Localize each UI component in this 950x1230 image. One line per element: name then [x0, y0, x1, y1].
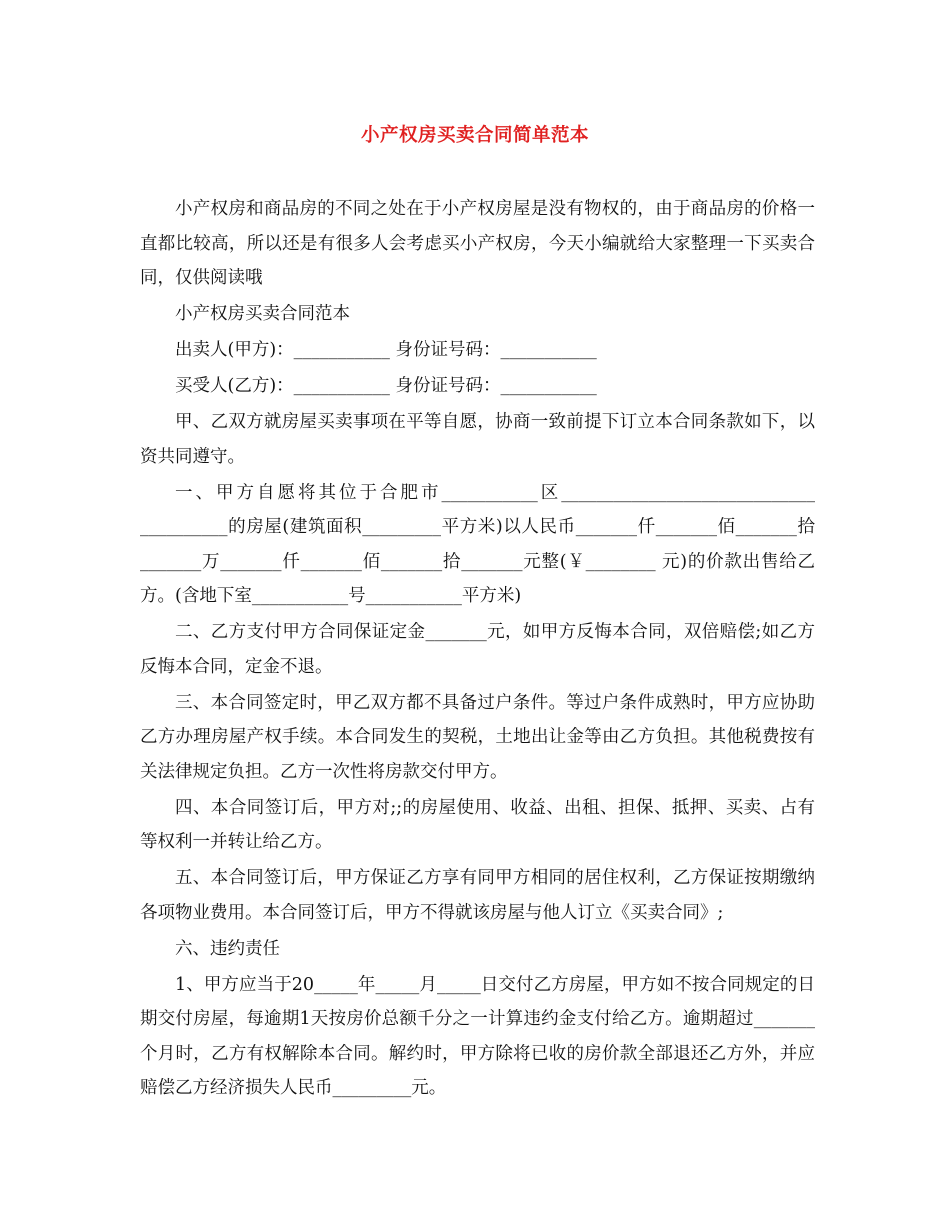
clause-1: 一、甲方自愿将其位于合肥市___________区_____________________________ __________的房屋(建筑面积_________平方米)以人民币_______仟_______佰_______拾_______万_______仟_______佰_______拾_______元整(￥________ 元)的价款出售给乙方。(含地下室___________号___________平方米)	[140, 482, 815, 606]
seller-line: 出卖人(甲方)：___________ 身份证号码：___________	[175, 340, 597, 360]
contract-heading: 小产权房买卖合同范本	[175, 304, 350, 324]
preamble-paragraph: 甲、乙双方就房屋买卖事项在平等自愿，协商一致前提下订立本合同条款如下，以资共同遵守。	[140, 412, 815, 467]
document-body	[140, 192, 815, 1106]
intro-paragraph: 小产权房和商品房的不同之处在于小产权房屋是没有物权的，由于商品房的价格一直都比较高，所以还是有很多人会考虑买小产权房，今天小编就给大家整理一下买卖合同，仅供阅读哦	[140, 199, 815, 288]
clause-6-heading: 六、违约责任	[175, 938, 280, 959]
document-title: 小产权房买卖合同简单范本	[360, 125, 589, 146]
clause-4: 四、本合同签订后，甲方对;;的房屋使用、收益、出租、担保、抵押、买卖、占有等权利一并转让给乙方。	[140, 797, 815, 852]
clause-6-1: 1、甲方应当于20_____年_____月_____日交付乙方房屋，甲方如不按合同规定的日期交付房屋，每逾期1天按房价总额千分之一计算违约金支付给乙方。逾期超过_______个月时，乙方有权解除本合同。解约时，甲方除将已收的房价款全部退还乙方外，并应赔偿乙方经济损失人民币_________元。	[140, 974, 815, 1098]
buyer-line: 买受人(乙方)：___________ 身份证号码：___________	[175, 376, 597, 396]
clause-2: 二、乙方支付甲方合同保证定金_______元，如甲方反悔本合同，双倍赔偿;如乙方反悔本合同，定金不退。	[140, 622, 815, 677]
clause-3: 三、本合同签定时，甲乙双方都不具备过户条件。等过户条件成熟时，甲方应协助乙方办理房屋产权手续。本合同发生的契税，土地出让金等由乙方负担。其他税费按有关法律规定负担。乙方一次性将房款交付甲方。	[140, 692, 815, 782]
clause-5: 五、本合同签订后，甲方保证乙方享有同甲方相同的居住权利，乙方保证按期缴纳各项物业费用。本合同签订后，甲方不得就该房屋与他人订立《买卖合同》;	[140, 868, 815, 923]
